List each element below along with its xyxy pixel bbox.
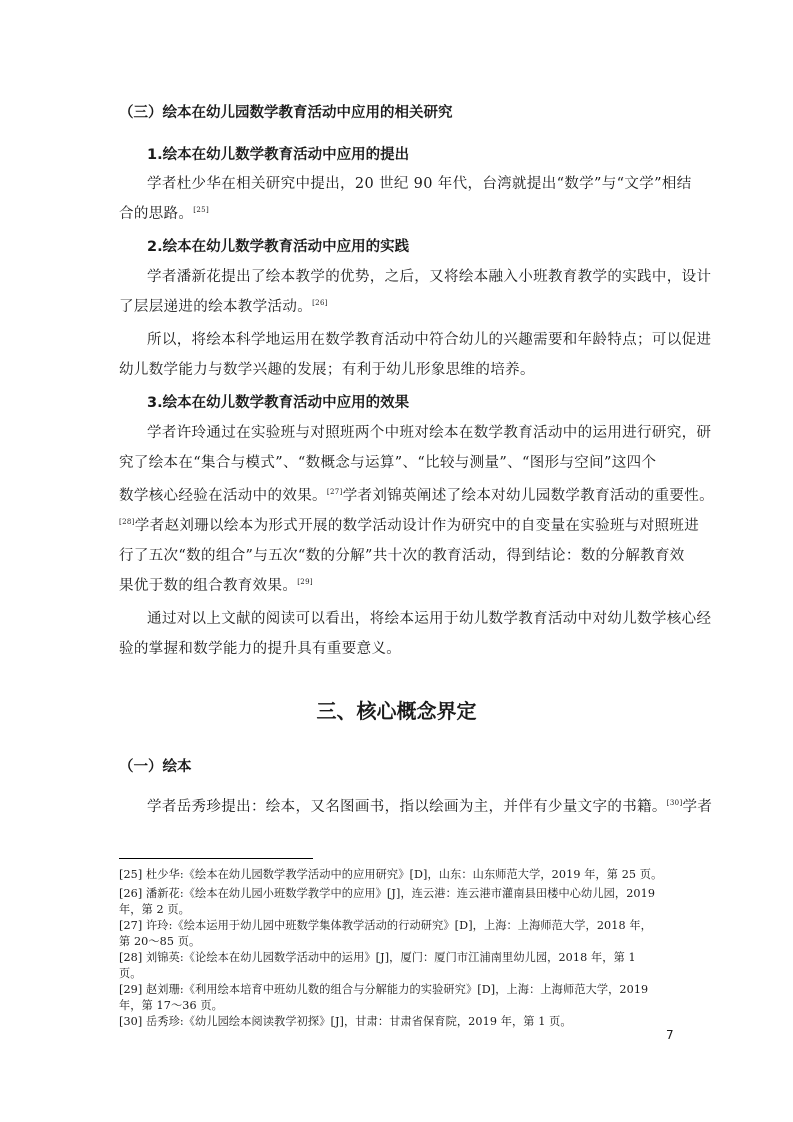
paragraph-4-line-3: 数学核心经验在活动中的效果。[27]学者刘锦英阐述了绘本对幼儿园数学教育活动的重要性。 xyxy=(119,488,714,504)
paragraph-2-line-2: 了层层递进的绘本教学活动。[26] xyxy=(119,299,328,315)
citation-28: [28] xyxy=(119,518,135,526)
chapter-title: 三、核心概念界定 xyxy=(316,699,477,723)
paragraph-2-line-1: 学者潘新花提出了绘本教学的优势，之后，又将绘本融入小班教育教学的实践中，设计 xyxy=(147,269,712,285)
paragraph-1-line-2: 合的思路。[25] xyxy=(119,206,210,222)
section-heading-3: （三）绘本在幼儿园数学教育活动中应用的相关研究 xyxy=(119,105,453,121)
citation-27: [27] xyxy=(326,488,343,496)
footnote-28-line-1: [28] 刘锦英:《论绘本在幼儿园数学活动中的运用》[J]，厦门：厦门市江浦南里幼儿园，2018 年，第 1 xyxy=(119,951,636,964)
paragraph-4-line-6: 果优于数的组合教育效果。[29] xyxy=(119,578,313,594)
paragraph-3-line-1: 所以，将绘本科学地运用在数学教育活动中符合幼儿的兴趣需要和年龄特点；可以促进 xyxy=(147,332,712,348)
subheading-3: 3.绘本在幼儿数学教育活动中应用的效果 xyxy=(147,395,410,411)
section-heading-1: （一）绘本 xyxy=(119,759,192,775)
paragraph-4-line-4: [28]学者赵刘珊以绘本为形式开展的数学活动设计作为研究中的自变量在实验班与对照班进 xyxy=(119,518,700,534)
footnote-29-line-1: [29] 赵刘珊:《利用绘本培育中班幼儿数的组合与分解能力的实验研究》[D]，上海：上海师范大学，2019 xyxy=(119,983,649,996)
footnote-separator xyxy=(119,858,313,859)
subheading-1: 1.绘本在幼儿数学教育活动中应用的提出 xyxy=(147,147,410,163)
paragraph-4-line-5: 行了五次“数的组合”与五次“数的分解”共十次的教育活动，得到结论：数的分解教育效 xyxy=(119,548,685,564)
paragraph-6-line-1: 学者岳秀珍提出：绘本，又名图画书，指以绘画为主，并伴有少量文字的书籍。[30]学者 xyxy=(147,799,713,815)
footnote-26-line-2: 年，第 2 页。 xyxy=(119,903,190,916)
footnote-26-line-1: [26] 潘新花:《绘本在幼儿园小班数学教学中的应用》[J]，连云港：连云港市灌南县田楼中心幼儿园，2019 xyxy=(119,887,656,900)
citation-29: [29] xyxy=(297,578,313,586)
paragraph-5-line-2: 验的掌握和数学能力的提升具有重要意义。 xyxy=(119,641,402,657)
footnote-29-line-2: 年，第 17～36 页。 xyxy=(119,999,223,1012)
citation-26: [26] xyxy=(312,299,328,307)
paragraph-4-line-1: 学者许玲通过在实验班与对照班两个中班对绘本在数学教育活动中的运用进行研究，研 xyxy=(147,425,712,441)
paragraph-1-line-1: 学者杜少华在相关研究中提出，20 世纪 90 年代，台湾就提出“数学”与“文学”相结 xyxy=(147,176,692,192)
footnote-27-line-1: [27] 许玲:《绘本运用于幼儿园中班数学集体教学活动的行动研究》[D]，上海：上海师范大学，2018 年， xyxy=(119,919,652,932)
footnote-28-line-2: 页。 xyxy=(119,967,142,980)
footnote-27-line-2: 第 20～85 页。 xyxy=(119,935,201,948)
subheading-2: 2.绘本在幼儿数学教育活动中应用的实践 xyxy=(147,239,410,255)
page-number: 7 xyxy=(666,1028,674,1042)
paragraph-3-line-2: 幼儿数学能力与数学兴趣的发展；有利于幼儿形象思维的培养。 xyxy=(119,362,535,378)
paragraph-5-line-1: 通过对以上文献的阅读可以看出，将绘本运用于幼儿数学教育活动中对幼儿数学核心经 xyxy=(147,611,712,627)
paragraph-4-line-2: 究了绘本在“集合与模式”、“数概念与运算”、“比较与测量”、“图形与空间”这四个 xyxy=(119,455,657,471)
footnote-30: [30] 岳秀珍:《幼儿园绘本阅读教学初探》[J]，甘肃：甘肃省保育院，2019 年，第 1 页。 xyxy=(119,1015,572,1028)
citation-30: [30] xyxy=(666,799,683,807)
citation-25: [25] xyxy=(193,206,210,214)
footnote-25: [25] 杜少华:《绘本在幼儿园数学教学活动中的应用研究》[D]，山东：山东师范大学，2019 年，第 25 页。 xyxy=(119,868,663,881)
